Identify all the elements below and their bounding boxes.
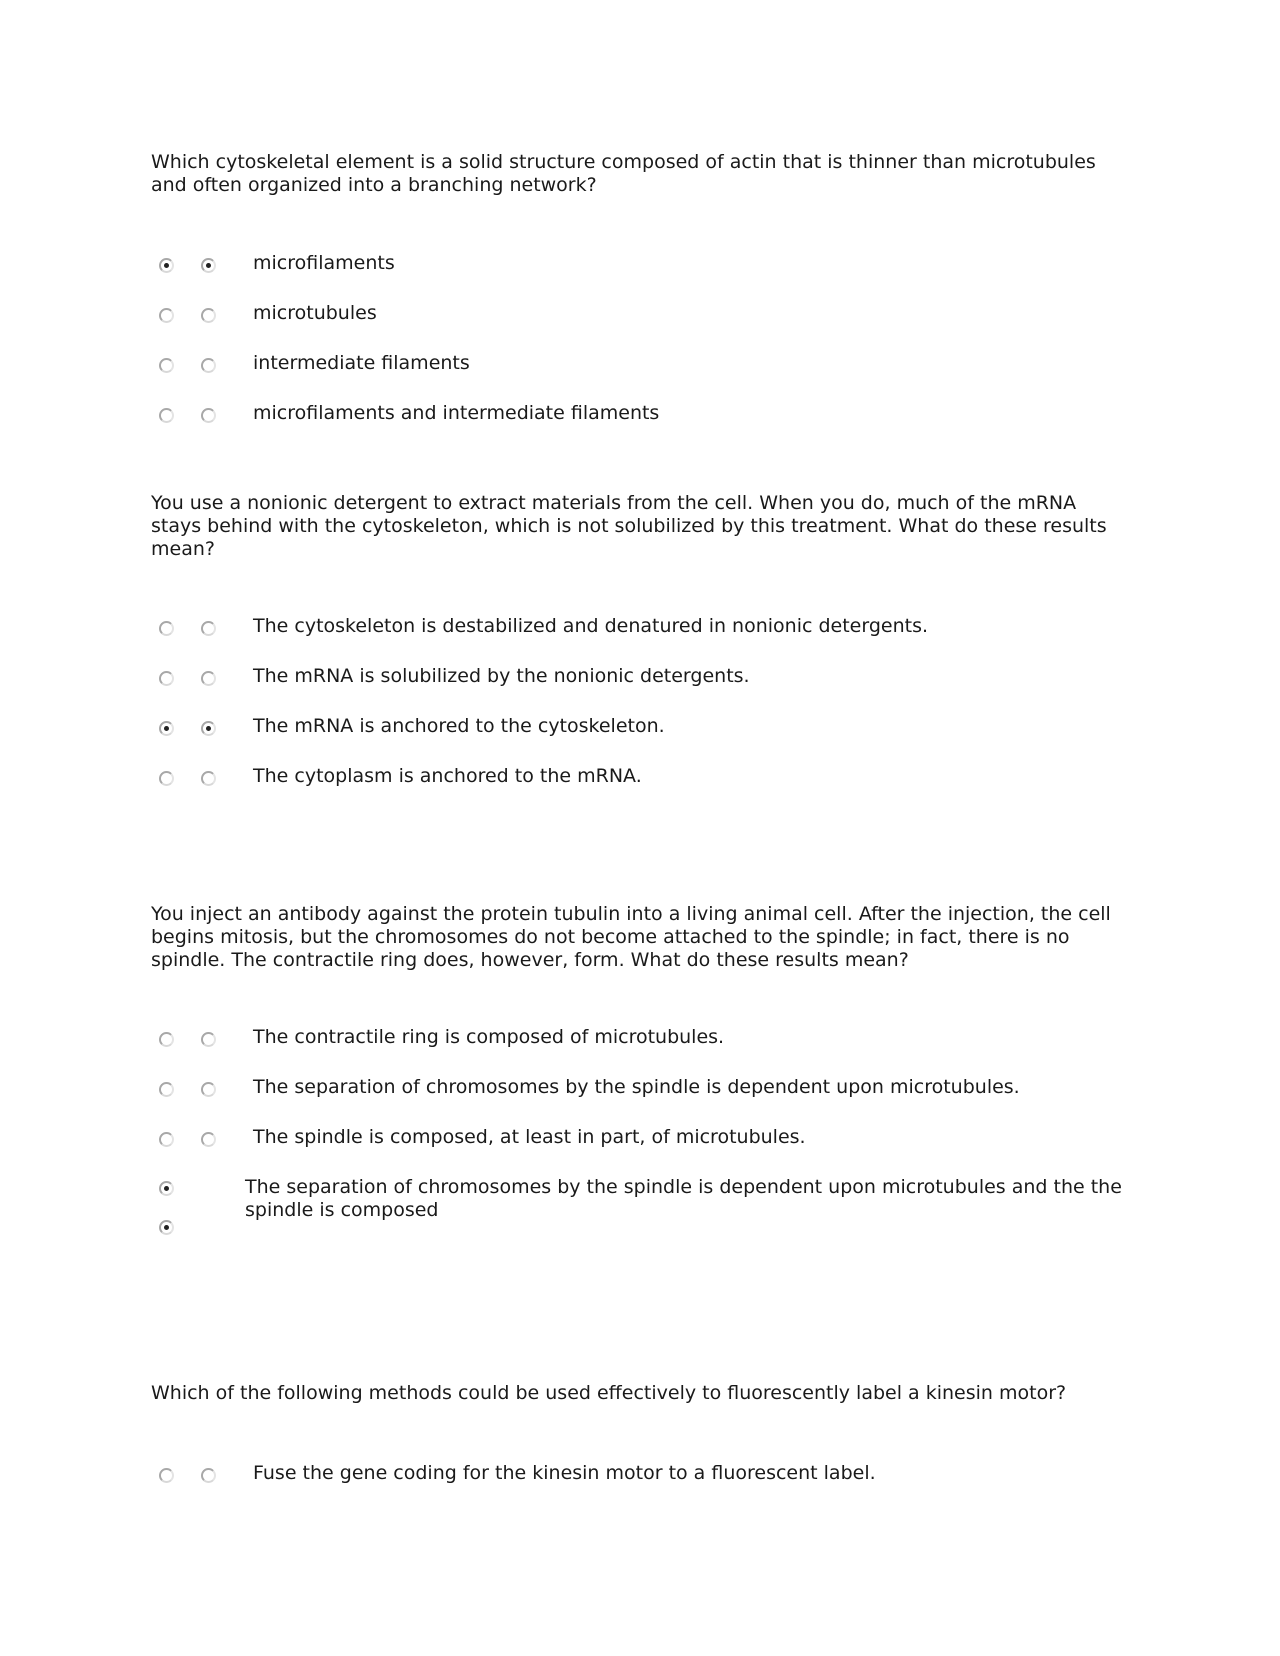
radio-button[interactable]	[159, 1032, 174, 1047]
option-label: The separation of chromosomes by the spindle is dependent upon microtubules and the the spindle is composed	[245, 1176, 1122, 1221]
option-label: The contractile ring is composed of microtubules.	[253, 1026, 725, 1048]
question-1-option-3[interactable]	[155, 352, 1155, 382]
radio-button[interactable]	[159, 721, 174, 736]
question-3-option-2[interactable]	[155, 1076, 1155, 1106]
option-label: Fuse the gene coding for the kinesin motor to a fluorescent label.	[253, 1462, 876, 1484]
radio-button[interactable]	[201, 621, 216, 636]
question-2-option-3[interactable]	[155, 715, 1155, 745]
option-label: The cytoplasm is anchored to the mRNA.	[253, 765, 642, 787]
radio-button[interactable]	[159, 771, 174, 786]
radio-button[interactable]	[201, 408, 216, 423]
question-3-option-4[interactable]	[155, 1176, 1155, 1246]
question-1-option-1[interactable]	[155, 252, 1155, 282]
radio-button[interactable]	[201, 1032, 216, 1047]
radio-button[interactable]	[159, 308, 174, 323]
question-2-option-4[interactable]	[155, 765, 1155, 795]
radio-button[interactable]	[159, 1220, 174, 1235]
option-label: intermediate filaments	[253, 352, 470, 374]
radio-button[interactable]	[201, 258, 216, 273]
radio-button[interactable]	[201, 1132, 216, 1147]
question-3-text: You inject an antibody against the protein tubulin into a living animal cell. After the injection, the cell begins mitosis, but the chromosomes do not become attached to the spindle; in fact, there is no spindle. The contractile ring does, however, form. What do these results mean?	[151, 903, 1111, 971]
question-2-text: You use a nonionic detergent to extract materials from the cell. When you do, much of the mRNA stays behind with the cytoskeleton, which is not solubilized by this treatment. What do these results mean?	[151, 492, 1107, 560]
question-3-option-3[interactable]	[155, 1126, 1155, 1156]
radio-button[interactable]	[201, 721, 216, 736]
radio-button[interactable]	[159, 408, 174, 423]
question-4-option-1[interactable]	[155, 1462, 1155, 1492]
radio-button[interactable]	[159, 671, 174, 686]
radio-button[interactable]	[201, 671, 216, 686]
option-label: The cytoskeleton is destabilized and denatured in nonionic detergents.	[253, 615, 929, 637]
radio-button[interactable]	[159, 1132, 174, 1147]
question-3-option-1[interactable]	[155, 1026, 1155, 1056]
option-label: microfilaments and intermediate filaments	[253, 402, 660, 424]
question-2-option-2[interactable]	[155, 665, 1155, 695]
radio-button[interactable]	[159, 1082, 174, 1097]
radio-button[interactable]	[201, 1082, 216, 1097]
radio-button[interactable]	[159, 258, 174, 273]
option-label: microtubules	[253, 302, 377, 324]
question-4-text: Which of the following methods could be used effectively to fluorescently label a kinesin motor?	[151, 1382, 1067, 1404]
option-label: The spindle is composed, at least in part, of microtubules.	[253, 1126, 806, 1148]
radio-button[interactable]	[201, 358, 216, 373]
question-1-option-4[interactable]	[155, 402, 1155, 432]
option-label: The separation of chromosomes by the spindle is dependent upon microtubules.	[253, 1076, 1020, 1098]
option-label: The mRNA is solubilized by the nonionic detergents.	[253, 665, 750, 687]
radio-button[interactable]	[201, 1468, 216, 1483]
radio-button[interactable]	[159, 358, 174, 373]
question-2-option-1[interactable]	[155, 615, 1155, 645]
question-1-text: Which cytoskeletal element is a solid structure composed of actin that is thinner than microtubules and often organized into a branching network?	[151, 151, 1096, 196]
radio-button[interactable]	[201, 771, 216, 786]
radio-button[interactable]	[201, 308, 216, 323]
option-label: The mRNA is anchored to the cytoskeleton.	[253, 715, 665, 737]
question-1-option-2[interactable]	[155, 302, 1155, 332]
radio-button[interactable]	[159, 1181, 174, 1196]
radio-button[interactable]	[159, 1468, 174, 1483]
radio-button[interactable]	[159, 621, 174, 636]
option-label: microfilaments	[253, 252, 395, 274]
